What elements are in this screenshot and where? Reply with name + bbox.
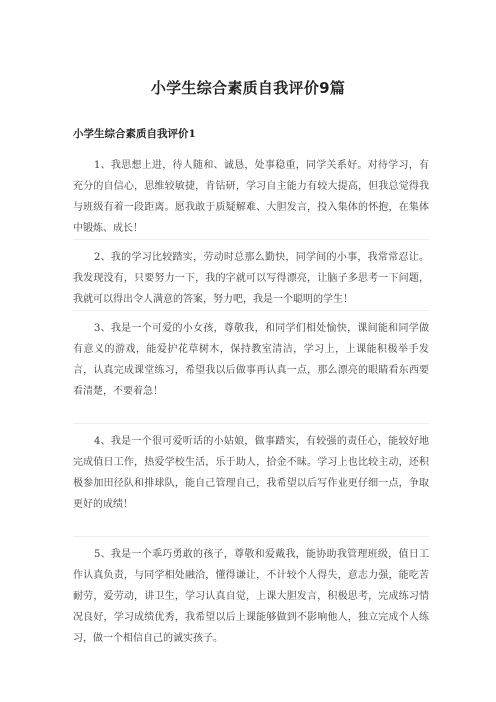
- paragraph-divider: [73, 423, 429, 424]
- paragraph-divider: [73, 536, 429, 537]
- paragraph-divider: [73, 310, 429, 311]
- paragraph-4: 4、我是一个很可爱听话的小姑娘，做事踏实，有较强的责任心，能较好地完成值日工作，热爱学校生活，乐于助人，拾金不昧。学习上也比较主动，还积极参加田径队和排球队，能自己管理自己，我希望以后写作业更仔细一点，争取更好的成绩！: [73, 436, 429, 510]
- page-title: 小学生综合素质自我评价9篇: [150, 79, 346, 97]
- paragraph-1: 1、我思想上进，待人随和、诚恳，处事稳重，同学关系好。对待学习，有充分的自信心，思维较敏捷，肯钻研，学习自主能力有较大提高，但我总觉得我与班级有着一段距离。愿我敢于质疑解难、大胆发言，投入集体的怀抱，在集体中锻炼、成长！: [73, 160, 429, 234]
- paragraph-2: 2、我的学习比较踏实，劳动时总那么勤快，同学间的小事，我常常忍让。我发现没有，只要努力一下，我的字就可以写得漂亮，让脑子多思考一下问题，我就可以得出令人满意的答案，努力吧，我是一个聪明的学生！: [73, 252, 429, 305]
- paragraph-divider: [73, 239, 429, 240]
- section-heading: 小学生综合素质自我评价1: [73, 128, 196, 140]
- paragraph-3: 3、我是一个可爱的小女孩，尊敬我，和同学们相处愉快，课间能和同学做有意义的游戏，能爱护花草树木，保持教室清洁，学习上，上课能积极举手发言，认真完成课堂练习，希望我以后做事再认真一点，那么漂亮的眼睛看东西要看清楚，不要着急！: [73, 323, 429, 397]
- paragraph-5: 5、我是一个乖巧勇敢的孩子，尊敬和爱戴我，能协助我管理班级，值日工作认真负责，与同学相处融洽，懂得谦让，不计较个人得失，意志力强，能吃苦耐劳，爱劳动，讲卫生，学习认真自觉，上课大胆发言，积极思考，完成练习情况良好，学习成绩优秀，我希望以后上课能够做到不影响他人，独立完成个人练习，做一个相信自己的诚实孩子。: [73, 549, 429, 644]
